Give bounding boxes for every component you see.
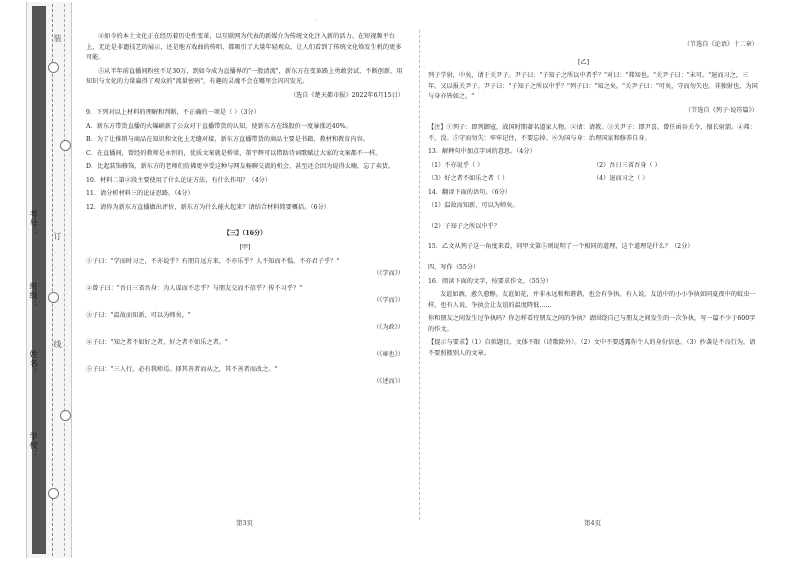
question-9-option-c: C．在直播间，曾经的教师是永恒的，优质文案就是桥梁，董宇辉可以借助诗词歌赋让大家的文案都不一样。 [86, 149, 382, 157]
question-9: 9．下列对以上材料的理解和判断，不正确的一项是（ ）（3分） [86, 109, 260, 117]
question-13-item-3: （3）好之者不如乐之者（ ） [428, 175, 509, 183]
question-15: 15．乙文从列子这一角度来看，同甲文第⑤则说明了一个相同的道理，这个道理是什么？（2分） [428, 243, 694, 251]
section-4-title: 四、写作（55分） [428, 263, 480, 271]
question-13-item-2: （2）吾日三省吾身（ ） [593, 161, 661, 169]
question-13: 13．解释句中加点字词的意思。（4分） [428, 148, 536, 156]
field-class-label: 班级： [29, 282, 38, 309]
annotation-note: 【注】①列子：即列御寇，战国时期著名道家人物。②请：请教。③关尹子：即尹喜，曾任函谷关令，擅长射箭。④弗：不，没。⑤守而勿失：牢牢记住，不要忘掉。⑥为国与身：治理国家和修养自身。 [428, 124, 756, 142]
field-id-label: 考号： [29, 210, 38, 237]
left-page [86, 32, 404, 392]
page-dot: . [316, 16, 318, 23]
question-12: 12．请你为新东方直播做出评价，新东方为什么能火起来？请结合材料简要概括。（6分） [86, 203, 330, 211]
binding-hole [48, 62, 59, 73]
verse-5-source: （《述而》） [373, 378, 404, 386]
section-3-title: 【三】（16分） [223, 230, 267, 238]
binding-hole [48, 488, 59, 499]
question-13-item-1: （1）不亦说乎（ ） [428, 161, 484, 169]
page-number-right: 第4页 [584, 519, 602, 527]
binding-mark-ding: 订 [53, 232, 62, 240]
paragraph-5: ⑤从半年前直播间粉丝不足30万，到如今成为直播界的"一股清流"，新东方在变革路上勇敢尝试、不断创新，用知识与文化的力量赢得了观众的"流量密码"，有趣的灵魂不会在哪里会闪闪发光。 [86, 67, 403, 86]
question-13-item-4: （4）退而习之（ ） [593, 175, 649, 183]
verse-2-source: （《学而》） [373, 297, 404, 305]
question-11: 11．请分析材料三的论证思路。（4分） [86, 190, 194, 198]
writing-tips: 【提示与要求】（1）自拟题目，文体不限（诗歌除外）。（2）文中不要透露你个人的身份信息。（3）抄袭是不良行为，请不要照搬别人的文章。 [428, 339, 756, 357]
page-divider [419, 30, 420, 520]
text-jia-label: [甲] [239, 243, 251, 251]
question-9-option-b: B．为了让推销与商品在知识和文化上无缝对接，新东方直播带货的商品主要是书籍、教材和教育内容。 [86, 136, 369, 144]
text-yi-label: [乙] [578, 58, 590, 66]
question-14: 14．翻译下面的语句。（6分） [428, 188, 511, 196]
field-name-label: 姓名： [29, 350, 38, 377]
verse-1-source: （《学而》） [373, 270, 404, 278]
verse-1: ①子曰："学而时习之，不亦说乎？有朋自远方来，不亦乐乎？人不知而不愠，不亦君子乎？" [86, 257, 340, 265]
verse-2: ②曾子曰："吾日三省吾身：为人谋而不忠乎？与朋友交而不信乎？传不习乎？" [86, 284, 303, 292]
binding-mark-xian: 线 [53, 340, 62, 348]
writing-prompt-1: 友谊如酒，愈久愈醇。友谊如花，并非永远和和谐谐，也会有争执。有人说，友谊中的小小争执如同夏夜中的蚊虫一样，也有人说，争执会让友谊的温度降低…… [428, 291, 756, 309]
question-13-row-2 [428, 174, 758, 185]
passage-yi: 列子学射，中矣，请于关尹子。尹子曰："子知子之所以中者乎？"对曰："弗知也。"关尹子曰："未可。"退而习之，三年，又以报关尹子。尹子曰："子知子之所以中乎？"列子曰："知之矣。"关尹子曰："可矣，守而勿失也。非独射也，为国与身亦皆如之。" [428, 72, 758, 101]
verse-3-source: （《为政》） [373, 324, 404, 332]
verse-5: ⑤子曰："三人行，必有我师焉。择其善者而从之，其不善者而改之。" [86, 365, 278, 373]
question-14-item-2: （2）子知子之所以中乎？ [428, 222, 500, 230]
binding-hole [60, 140, 71, 151]
question-14-item-1: （1）温故而知新，可以为师矣。 [428, 202, 519, 210]
question-16: 16．阅读下面的文字，按要求作文。（55分） [428, 277, 553, 285]
binding-dash-line-inner [64, 4, 65, 556]
binding-dark-band [32, 6, 46, 554]
verse-3: ③子曰："温故而知新，可以为师矣。" [86, 311, 191, 319]
binding-mark-zhuang: 装 [53, 34, 62, 42]
source-lunyu: （节选自《论语》十二章） [683, 41, 758, 48]
binding-dash-line [52, 4, 53, 556]
writing-prompt-2: 你和朋友之间发生过争执吗？你怎样看待朋友之间的争执？请围绕自己与朋友之间发生的一次争执，写一篇不少于600字的作文。 [428, 315, 756, 333]
field-school-label: 学校： [29, 432, 38, 459]
paragraph-4: ④如今的本土文化正在经历着历史性变革，以互联网为代表的新媒介为传统文化注入新的活力。在短视频平台上，无论是非遗技艺的展示，还是地方戏曲的传唱，都吸引了大量年轻观众，让人们看到了传统文化焕发生机的更多可能。 [86, 33, 402, 62]
right-page [428, 40, 758, 362]
source-liezi: （节选自《列子·说符篇》） [684, 106, 758, 114]
question-9-option-d: D．比起装饰修饰，新东方的老师们仿佛更享受这种与网友畅聊交流的机会，甚至还会因为说得太嗨，忘了卖货。 [86, 163, 395, 171]
question-13-row-1 [428, 161, 758, 172]
question-9-option-a: A．新东方带货直播的火爆刷新了公众对于直播带货的认知，使新东方在线股价一度暴涨近40%。 [86, 122, 352, 130]
source-citation: （选自《楚天都市报》2022年6月15日） [289, 91, 404, 99]
verse-4: ④子曰："知之者不如好之者，好之者不如乐之者。" [86, 338, 228, 346]
page-number-left: 第3页 [236, 519, 254, 527]
verse-4-source: （《雍也》） [373, 351, 404, 359]
binding-hole [48, 292, 59, 303]
binding-hole [60, 410, 71, 421]
question-10: 10．材料二第②段主要使用了什么论证方法，有什么作用？（4分） [86, 176, 272, 184]
